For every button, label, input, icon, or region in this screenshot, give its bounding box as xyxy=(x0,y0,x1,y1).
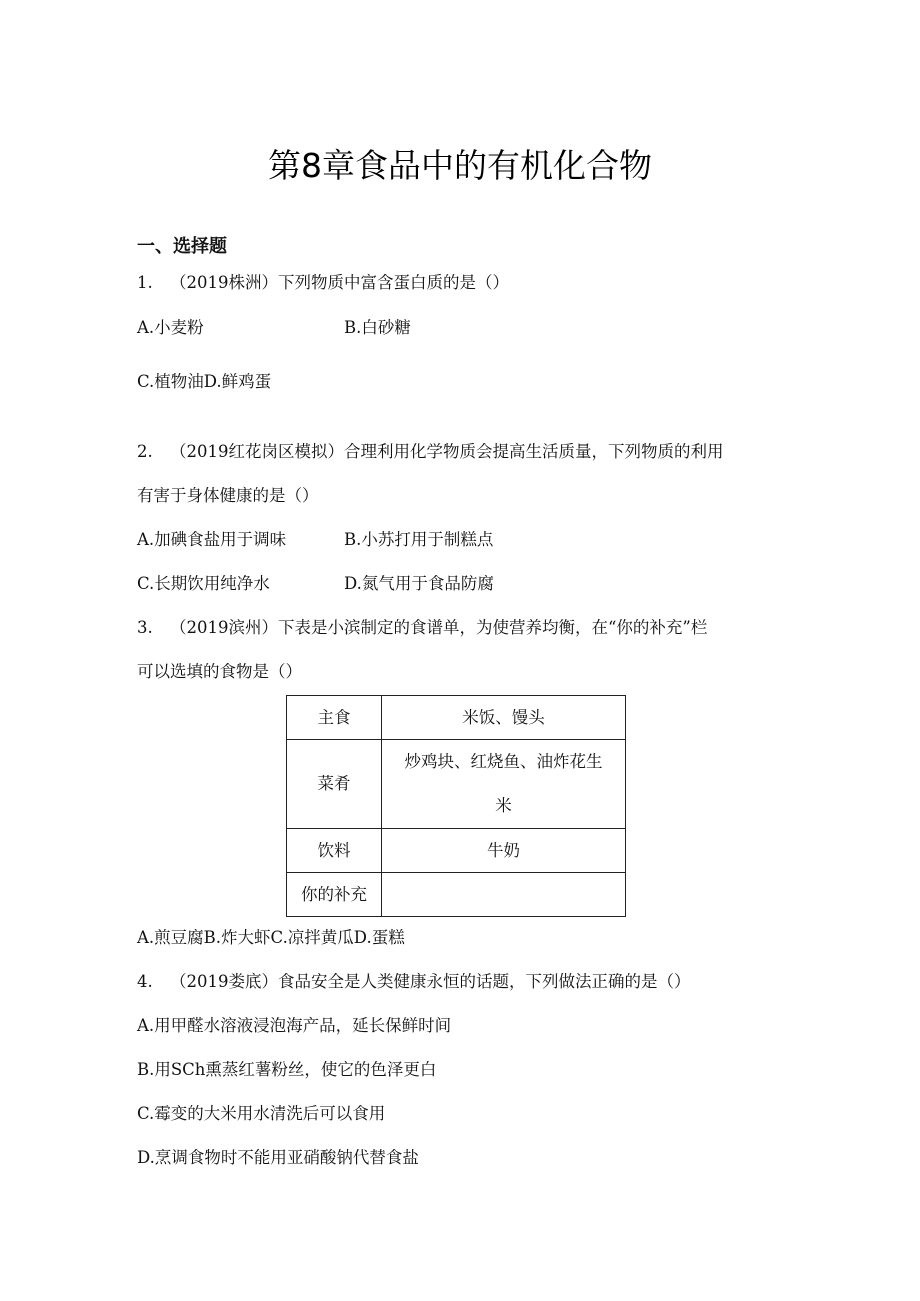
q1-option-cd: C.植物油D.鲜鸡蛋 xyxy=(137,372,272,391)
q2-option-a: A.加碘食盐用于调味 xyxy=(137,530,287,549)
q2-option-c: C.长期饮用纯净水 xyxy=(137,574,270,593)
question-4-stem xyxy=(137,971,691,993)
question-number: 3. xyxy=(137,618,153,637)
question-2-stem xyxy=(137,441,724,463)
table-cell-line: 米 xyxy=(495,796,512,815)
q3-options: A.煎豆腐B.炸大虾C.凉拌黄瓜D.蛋糕 xyxy=(137,928,405,947)
question-text: （2019滨州）下表是小滨制定的食谱单，为使营养均衡，在“你的补充”栏 xyxy=(170,618,708,637)
question-text: （2019娄底）食品安全是人类健康永恒的话题，下列做法正确的是（） xyxy=(170,972,691,991)
q4-option-d: D.烹调食物时不能用亚硝酸钠代替食盐 xyxy=(137,1148,419,1167)
table-row xyxy=(287,740,626,829)
table-cell-value: 米饭、馒头 xyxy=(382,696,626,740)
q1-option-a: A.小麦粉 xyxy=(137,318,204,337)
table-cell-value: 牛奶 xyxy=(382,829,626,873)
table-cell-value xyxy=(382,873,626,917)
table-row xyxy=(287,829,626,873)
table-cell-line: 炒鸡块、红烧鱼、油炸花生 xyxy=(404,752,603,771)
q4-option-a: A.用甲醛水溶液浸泡海产品，延长保鲜时间 xyxy=(137,1016,452,1035)
question-2-stem-cont: 有害于身体健康的是（） xyxy=(137,486,319,505)
table-row xyxy=(287,873,626,917)
q4-option-b: B.用SCh熏蒸红薯粉丝，使它的色泽更白 xyxy=(137,1060,437,1079)
q4-option-c: C.霉变的大米用水清洗后可以食用 xyxy=(137,1104,386,1123)
q1-option-b: B.白砂糖 xyxy=(344,318,411,337)
q2-option-d: D.氮气用于食品防腐 xyxy=(344,574,494,593)
table-row xyxy=(287,696,626,740)
question-text: （2019红花岗区模拟）合理利用化学物质会提高生活质量，下列物质的利用 xyxy=(170,442,724,461)
menu-table xyxy=(286,695,626,917)
page-title: 第8章食品中的有机化合物 xyxy=(268,146,652,185)
question-number: 2. xyxy=(137,442,153,461)
question-number: 1. xyxy=(137,273,153,292)
table-cell-label: 主食 xyxy=(287,696,382,740)
table-cell-label: 菜肴 xyxy=(287,740,382,829)
table-cell-label: 你的补充 xyxy=(287,873,382,917)
section-heading: 一、选择题 xyxy=(137,236,227,257)
question-number: 4. xyxy=(137,972,153,991)
question-1-stem xyxy=(137,272,509,294)
q2-option-b: B.小苏打用于制糕点 xyxy=(344,530,494,549)
question-text: （2019株洲）下列物质中富含蛋白质的是（） xyxy=(170,273,509,292)
table-cell-label: 饮料 xyxy=(287,829,382,873)
question-3-stem xyxy=(137,617,707,639)
table-cell-value xyxy=(382,740,626,829)
question-3-stem-cont: 可以选填的食物是（） xyxy=(137,662,302,681)
